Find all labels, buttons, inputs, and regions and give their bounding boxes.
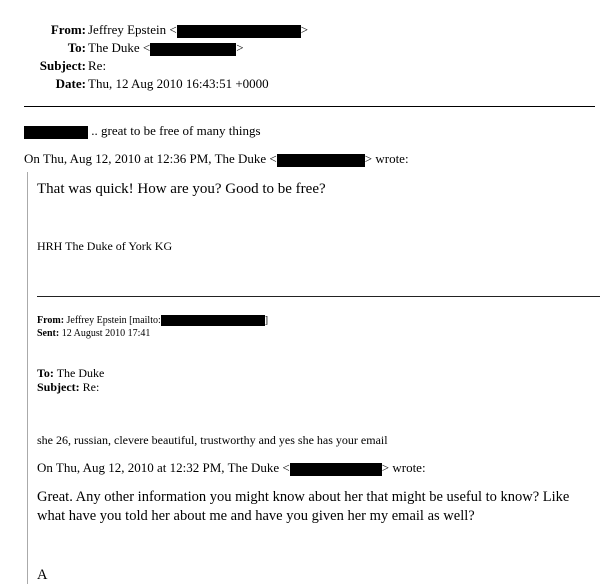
- redaction-box: [177, 25, 301, 38]
- attribution-2: [37, 460, 426, 476]
- quote-2-sent-value: 12 August 2010 17:41: [61, 328, 151, 339]
- quote-bar: [27, 172, 28, 584]
- quote-2-sign: A: [37, 567, 48, 583]
- quote-2-from-label: From:: [37, 315, 65, 326]
- reply-line: [24, 123, 261, 139]
- to-close: >: [236, 40, 244, 55]
- redaction-box: [24, 126, 88, 139]
- quote-2-line-1: Great. Any other information you might know about her that might be useful to know? Like: [37, 489, 570, 505]
- quote-2-text: she 26, russian, clevere beautiful, trustworthy and yes she has your email: [37, 433, 388, 447]
- quote-2-subject-label: Subject:: [37, 380, 80, 394]
- from-close: >: [300, 22, 309, 37]
- quote-1-signature: HRH The Duke of York KG: [37, 239, 173, 253]
- to-label: To:: [67, 40, 86, 55]
- date-label: Date:: [55, 76, 86, 91]
- quote-1-line: That was quick! How are you? Good to be free?: [37, 181, 326, 197]
- quote-2-sent-label: Sent:: [37, 328, 60, 339]
- to-value: [88, 40, 244, 56]
- reply-text: .. great to be free of many things: [91, 123, 261, 138]
- from-value: [88, 22, 308, 38]
- attribution-1-prefix: On Thu, Aug 12, 2010 at 12:36 PM, The Duke <: [24, 151, 277, 166]
- quote-2-sent: [37, 327, 150, 340]
- quote-2-from-value: Jeffrey Epstein [mailto:: [66, 315, 161, 326]
- redaction-box: [290, 463, 382, 476]
- subject-value: Re:: [88, 58, 107, 73]
- from-label: From:: [50, 22, 86, 37]
- attribution-2-prefix: On Thu, Aug 12, 2010 at 12:32 PM, The Duke <: [37, 460, 290, 475]
- redaction-box: [277, 154, 365, 167]
- attribution-1-suffix: > wrote:: [364, 151, 409, 166]
- date-value: Thu, 12 Aug 2010 16:43:51 +0000: [88, 76, 269, 91]
- quote-2-subject: [37, 380, 99, 394]
- quote-2-to: [37, 366, 104, 380]
- header-divider: [24, 106, 595, 107]
- to-name: The Duke <: [88, 40, 151, 55]
- attribution-2-suffix: > wrote:: [381, 460, 426, 475]
- quote-divider: [37, 296, 600, 297]
- redaction-box: [150, 43, 236, 56]
- from-name: Jeffrey Epstein <: [88, 22, 177, 37]
- subject-label: Subject:: [39, 58, 86, 73]
- quote-2-from-close: ]: [264, 315, 269, 326]
- redaction-box: [161, 315, 265, 326]
- quote-2-subject-value: Re:: [82, 380, 100, 394]
- attribution-1: [24, 151, 409, 167]
- quote-2-to-value: The Duke: [56, 366, 105, 380]
- quote-2-line-2: what have you told her about me and have you given her my email as well?: [37, 508, 475, 524]
- quote-2-from: [37, 314, 268, 327]
- quote-2-to-label: To:: [37, 366, 54, 380]
